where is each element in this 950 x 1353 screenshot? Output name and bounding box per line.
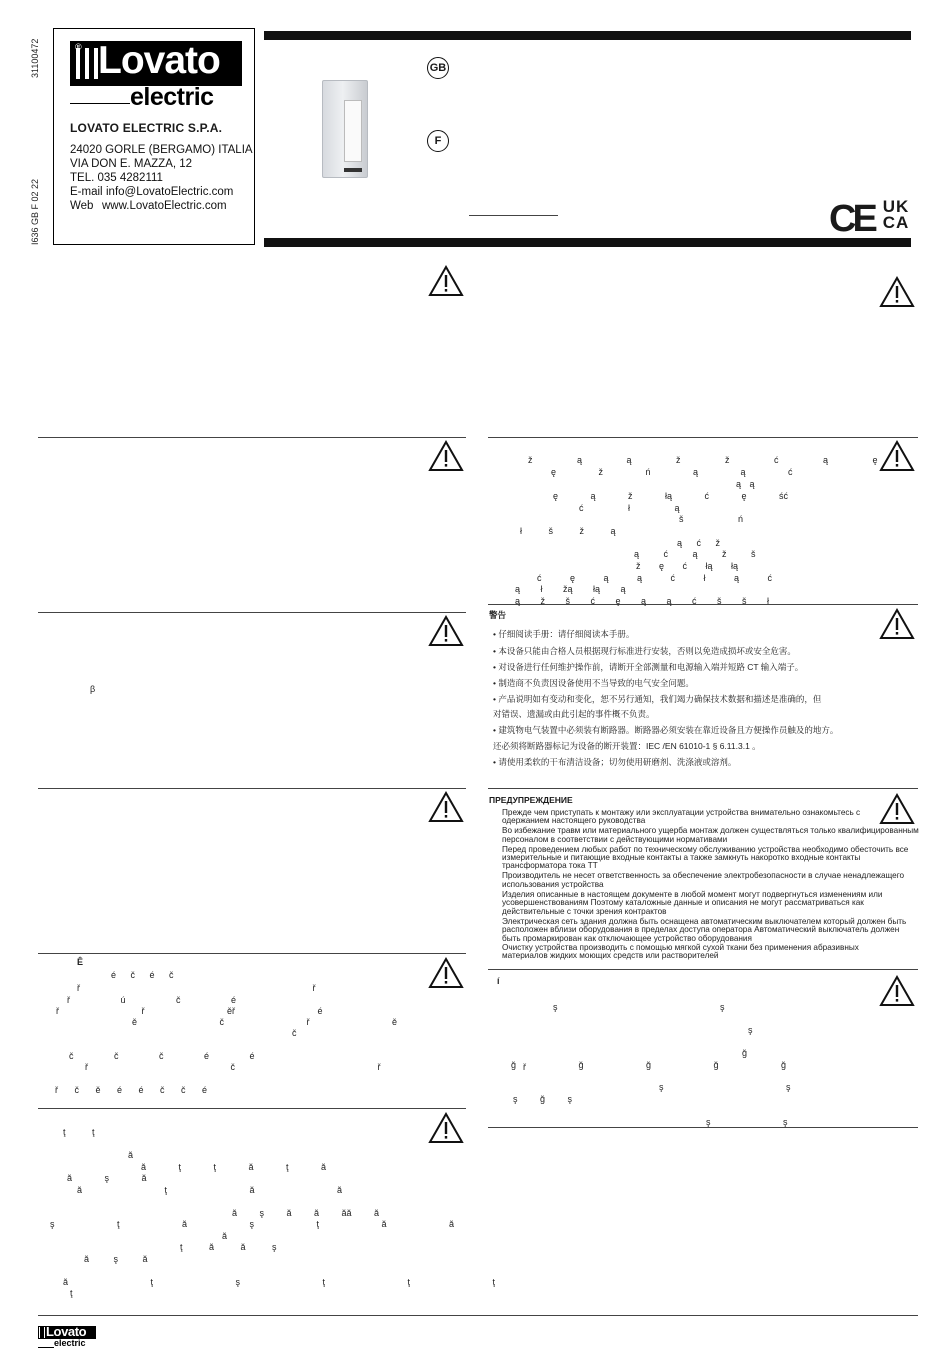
warning-triangle-icon [428,615,464,647]
footer-rule [38,1315,918,1316]
company-tel: TEL. 035 4282111 [70,172,163,184]
fragment-text: ř ř [77,983,316,993]
cn-warning-item: 对错误、遗漏或由此引起的事件概不负责。 [493,709,655,719]
company-web-label: Web [70,200,94,212]
company-address-1: 24020 GORLE (BERGAMO) ITALIA [70,144,253,156]
fragment-text: ę ž ń ą ą ć [551,467,793,477]
fragment-text: ć ł ą [579,503,680,513]
left-rule-2 [38,612,466,613]
fragment-beta: β [90,684,96,694]
ru-warning-line: Очистку устройства производить с помощью мягкой сухой ткани без применения абразивных [502,943,859,952]
fragment-text: ğ [742,1048,748,1058]
company-web: www.LovatoElectric.com [102,200,227,212]
left-rule-3 [38,788,466,789]
company-email: info@LovatoElectric.com [106,186,234,198]
ru-warning-line: измерительные и питающие входные контакты а также замкнуть накоротко входные контакты [502,853,861,862]
ru-warning-line: усовершенствованиям Поэтому каталожные данные и описания не могут рассматриваться как [502,898,864,907]
cn-warning-item: • 本设备只能由合格人员根据现行标准进行安装，否则以免造成损坏或安全危害。 [493,646,796,656]
fragment-text: ą ć ą ž š [634,549,756,559]
footer-logo-wordmark: Lovato [46,1324,87,1339]
footer-logo-underline [38,1347,54,1348]
lovato-logo [70,41,242,86]
company-email-label: E-mail [70,186,103,198]
company-address-2: VIA DON E. MAZZA, 12 [70,158,193,170]
warning-triangle-icon [879,276,915,308]
right-rule-5 [488,1127,918,1128]
fragment-text: ş ţ ă ş ţ ă ă [50,1219,455,1229]
ru-warning-line: быть промаркирован как отключающее устройство оборудования [502,934,752,943]
ru-warning-line: трансформатора тока ТТ [502,861,598,870]
ru-warning-line: расположен вблизи оборудования в пределах доступа оператора Автоматический выключатель должен [502,925,900,934]
fragment-heading: Ê [77,957,84,967]
left-rule-5 [38,1108,466,1109]
ukca-mark-icon [879,199,913,231]
fragment-text: ą ą [736,479,755,489]
fragment-text: ţ ă ă ş [180,1242,277,1252]
fragment-text: ł š ž ą [520,526,616,536]
fragment-text: ş ş [553,1002,725,1012]
fragment-text: ş ğ ş [513,1094,573,1104]
cn-section-title: 警告 [489,610,507,620]
fragment-text: ř č ř ř [85,1062,526,1072]
ru-warning-line: одержанием настоящего руководства [502,816,646,825]
left-rule-4 [38,953,466,954]
warning-triangle-icon [879,793,915,825]
right-rule-1 [488,437,918,438]
cn-warning-item: • 对设备进行任何维护操作前，请断开全部测量和电源输入端并短路 CT 输入端子。 [493,662,804,672]
cn-warning-item: • 仔细阅读手册：请仔细阅读本手册。 [493,629,635,639]
language-f-icon [427,130,449,152]
fragment-text: ă ţ ă ă [77,1185,343,1195]
fragment-text: ă ţ ţ ă ţ ă [141,1162,327,1172]
fragment-text: ř ú č é [67,995,237,1005]
fragment-text: ž ą ą ž ž ć ą ę [528,455,878,465]
document-code-bottom: I636 GB F 02 22 [30,178,40,245]
ukca-mark-ca: CA [882,213,910,232]
fragment-text: ţ ţ [63,1127,95,1137]
fragment-text: ă [128,1150,134,1160]
language-gb-icon [427,57,449,79]
product-image [322,80,372,180]
warning-triangle-icon [879,440,915,472]
footer-logo-bars-icon [39,1327,45,1338]
cn-warning-item: • 建筑物电气装置中必须装有断路器。断路器必须安装在靠近设备且方便操作员触及的地方。 [493,725,839,735]
company-header-box [53,28,255,245]
cn-warning-item: • 请使用柔软的干布清洁设备；切勿使用研磨剂、洗涤液或溶剂。 [493,757,737,767]
fragment-text: ą ž š ć ę ą ą ć š š ł [515,596,770,606]
fragment-text: ş ş [706,1117,788,1127]
cn-warning-item: • 产品说明如有变动和变化，恕不另行通知，我们竭力确保技术数据和描述是准确的，但 [493,694,822,704]
footer-logo-electric: electric [54,1338,86,1348]
fragment-heading: í [497,976,500,986]
cn-warning-item: • 制造商不负责因设备使用不当导致的电气安全问题。 [493,678,694,688]
ru-section-title: ПРЕДУПРЕЖДЕНИЕ [489,795,573,805]
warning-triangle-icon [428,440,464,472]
warning-triangle-icon [879,608,915,640]
ukca-mark-uk: UK [882,197,910,216]
header-short-rule [469,215,558,216]
fragment-text: ć ę ą ą ć ł ą ć [537,573,773,583]
company-name: LOVATO ELECTRIC S.P.A. [70,121,223,135]
cn-warning-item: 还必须将断路器标记为设备的断开装置：IEC /EN 61010-1 § 6.11.3.1 。 [493,741,761,751]
right-rule-4 [488,969,918,970]
fragment-text: ş [748,1025,753,1035]
fragment-text: č č č é é [69,1051,255,1061]
logo-wordmark: Lovato [98,39,220,82]
fragment-text: ă ş ă ă ăă ă [232,1208,380,1218]
fragment-text: ă [222,1231,228,1241]
fragment-text: é č é č [111,970,174,980]
registered-mark: ® [75,42,82,52]
ce-mark-icon: CE [829,198,874,240]
left-rule-1 [38,437,466,438]
fragment-text: č [292,1028,297,1038]
ru-warning-line: Перед проведением любых работ по техническому обслуживанию устройства необходимо обесточить все [502,845,909,854]
logo-underline [70,103,130,104]
language-gb-label: GB [429,62,447,74]
fragment-text: ğ ğ ğ ğ ğ [511,1060,787,1070]
ru-warning-line: Во избежание травм или материального ущерба монтаж должен существляться только квалифицированным [502,826,919,835]
ru-warning-line: использования устройства [502,880,604,889]
ru-warning-line: Изделия описанные в настоящем документе в любой момент могут подвергнуться изменениям или [502,890,883,899]
warning-triangle-icon [428,1112,464,1144]
fragment-text: ă ţ ş ţ ţ ţ [63,1277,496,1287]
logo-bars-icon [76,48,98,79]
ru-warning-line: действительные с точки зрения контрактов [502,907,667,916]
logo-electric: electric [130,83,214,111]
ru-warning-line: Прежде чем приступать к монтажу или эксплуатации устройства внимательно ознакомьтесь с [502,808,861,817]
fragment-text: ě č ř ě [132,1017,398,1027]
warning-triangle-icon [428,791,464,823]
fragment-text: ř č ě é é č č é [55,1085,208,1095]
fragment-text: š ń [679,514,744,524]
document-code-top: 31100472 [30,38,40,78]
language-f-label: F [434,135,442,147]
fragment-text: ă ş ă [84,1254,148,1264]
fragment-text: ž ę ć łą łą [636,561,739,571]
fragment-text: ş ş [659,1082,791,1092]
right-rule-3 [488,788,918,789]
fragment-text: ř ř ěř é [56,1006,323,1016]
warning-triangle-icon [428,265,464,297]
fragment-text: ą ł žą łą ą [515,584,626,594]
warning-triangle-icon [428,957,464,989]
fragment-text: ă ş ă [67,1173,147,1183]
fragment-text: ą ć ž [677,538,721,548]
ru-warning-line: Производитель не несет ответственность за обеспечение электробезопасности в случае ненадлежащего [502,871,905,880]
ru-warning-line: материалов жидких моющих средств или растворителей [502,951,719,960]
fragment-text: ţ [70,1288,73,1298]
ru-warning-line: персоналом в соответствии с действующими нормативами [502,835,728,844]
header-bar-bottom [264,238,911,247]
fragment-text: ę ą ž łą ć ę ść [553,491,789,501]
header-bar-top [264,31,911,40]
warning-triangle-icon [879,975,915,1007]
ru-warning-line: Электрическая сеть здания должна быть оснащена автоматическим выключателем который должен быть [502,917,907,926]
